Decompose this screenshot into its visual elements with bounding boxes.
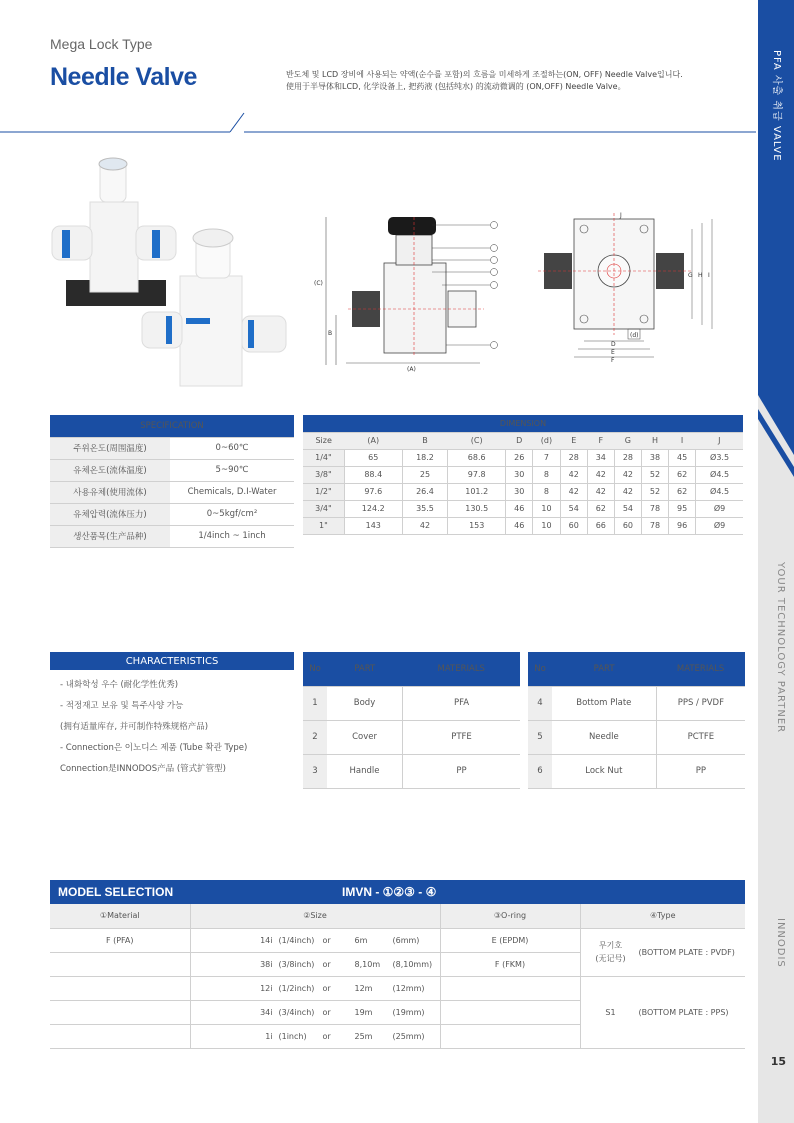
top-view-drawing xyxy=(538,212,712,364)
dimension-col-header: Size xyxy=(303,432,344,449)
dimension-col-header: H xyxy=(641,432,668,449)
type-code-cn: (无记号) xyxy=(595,954,626,963)
table-row xyxy=(528,754,745,788)
dimension-table xyxy=(303,415,743,535)
svg-text:H: H xyxy=(698,272,703,279)
col-header-oring: ③O-ring xyxy=(440,904,580,928)
spec-key: 유체온도(流体温度) xyxy=(50,459,170,481)
dimension-cell: 42 xyxy=(587,483,614,500)
dimension-cell: 153 xyxy=(448,517,506,534)
model-code: IMVN - ①②③ - ④ xyxy=(342,885,437,899)
size-code: 38i xyxy=(260,959,273,969)
parts-header-materials: MATERIALS xyxy=(403,652,520,686)
dimension-header-row xyxy=(303,432,743,449)
size-or: or xyxy=(322,983,331,993)
part-material: PP xyxy=(656,754,745,788)
svg-text:B: B xyxy=(328,330,333,337)
size-inch: (1/2inch) xyxy=(278,983,315,993)
size-inch: (1/4inch) xyxy=(278,935,315,945)
dimension-cell: Ø9 xyxy=(696,500,743,517)
dimension-cell: 60 xyxy=(614,517,641,534)
table-row xyxy=(528,720,745,754)
material-cell xyxy=(50,976,190,1000)
spec-value: 1/4inch ~ 1inch xyxy=(170,525,294,547)
dimension-cell: 1" xyxy=(303,517,344,534)
dimension-cell: 97.8 xyxy=(448,466,506,483)
size-mm2: (25mm) xyxy=(392,1031,425,1041)
dimension-cell: Ø4.5 xyxy=(696,483,743,500)
dimension-cell: 1/2" xyxy=(303,483,344,500)
spec-key: 유체압력(流体压力) xyxy=(50,503,170,525)
characteristic-line: Connection是INNODOS产品 (管式扩管型) xyxy=(60,764,226,774)
dimension-cell: 3/4" xyxy=(303,500,344,517)
spec-key: 사용유체(使用流体) xyxy=(50,481,170,503)
type-cell xyxy=(580,928,745,976)
dimension-cell: 30 xyxy=(506,466,533,483)
dimension-col-header: I xyxy=(669,432,696,449)
characteristic-line: - 내화학성 우수 (耐化学性优秀) xyxy=(60,680,179,690)
part-name: Body xyxy=(327,686,403,720)
dimension-col-header: (d) xyxy=(533,432,560,449)
part-name: Cover xyxy=(327,720,403,754)
size-or: or xyxy=(322,1031,331,1041)
oring-cell: F (FKM) xyxy=(440,952,580,976)
svg-text:D: D xyxy=(611,341,616,348)
characteristics-list xyxy=(60,680,247,785)
dimension-cell: 52 xyxy=(641,483,668,500)
dimension-cell: 96 xyxy=(669,517,696,534)
svg-text:G: G xyxy=(688,272,693,279)
dimension-cell: 35.5 xyxy=(402,500,448,517)
dimension-cell: 46 xyxy=(506,517,533,534)
table-row xyxy=(303,500,743,517)
page-number: 15 xyxy=(770,1055,786,1068)
dimension-cell: 8 xyxy=(533,466,560,483)
dimension-cell: 95 xyxy=(669,500,696,517)
part-no: 6 xyxy=(528,754,552,788)
svg-text:F: F xyxy=(611,357,615,364)
table-row xyxy=(303,483,743,500)
size-or: or xyxy=(322,935,331,945)
dimension-cell: Ø9 xyxy=(696,517,743,534)
product-description xyxy=(286,69,683,93)
part-name: Needle xyxy=(552,720,656,754)
table-row xyxy=(50,976,745,1000)
spec-value: 0~5kgf/cm² xyxy=(170,503,294,525)
spec-value: 0~60℃ xyxy=(170,437,294,459)
part-material: PTFE xyxy=(403,720,520,754)
dimension-cell: 46 xyxy=(506,500,533,517)
svg-text:(C): (C) xyxy=(314,280,323,287)
table-row xyxy=(50,437,294,459)
parts-header-no: No xyxy=(303,652,327,686)
dimension-cell: 38 xyxy=(641,449,668,466)
part-no: 5 xyxy=(528,720,552,754)
parts-header-materials: MATERIALS xyxy=(656,652,745,686)
dimension-cell: 88.4 xyxy=(344,466,402,483)
svg-text:(A): (A) xyxy=(407,366,416,373)
dimension-cell: 78 xyxy=(641,517,668,534)
material-cell xyxy=(50,1024,190,1048)
dimension-cell: 42 xyxy=(614,483,641,500)
size-code: 34i xyxy=(260,1007,273,1017)
size-cell xyxy=(190,952,440,976)
col-header-size: ②Size xyxy=(190,904,440,928)
page-title: Needle Valve xyxy=(50,63,197,91)
description-chinese: 使用于半导体和LCD, 化学设备上, 把药液 (包括纯水) 的流动微调的 (ON,OFF) Needle Valve。 xyxy=(286,82,626,91)
type-cell xyxy=(580,976,745,1048)
model-body xyxy=(50,928,745,1048)
material-cell xyxy=(50,1000,190,1024)
dimension-cell: 10 xyxy=(533,500,560,517)
part-no: 4 xyxy=(528,686,552,720)
size-or: or xyxy=(322,959,331,969)
dimension-col-header: (A) xyxy=(344,432,402,449)
list-item xyxy=(60,701,247,733)
size-inch: (3/8inch) xyxy=(278,959,315,969)
size-cell xyxy=(190,976,440,1000)
model-selection-heading: MODEL SELECTION xyxy=(58,885,174,899)
dimension-cell: Ø4.5 xyxy=(696,466,743,483)
list-item xyxy=(60,680,247,691)
size-code: 12i xyxy=(260,983,273,993)
dimension-cell: 28 xyxy=(560,449,587,466)
dimension-col-header: G xyxy=(614,432,641,449)
size-or: or xyxy=(322,1007,331,1017)
dimension-cell: 143 xyxy=(344,517,402,534)
dimension-cell: 101.2 xyxy=(448,483,506,500)
size-code: 1i xyxy=(265,1031,273,1041)
spec-key: 주위온도(周围温度) xyxy=(50,437,170,459)
table-row xyxy=(50,459,294,481)
oring-cell xyxy=(440,1024,580,1048)
svg-text:I: I xyxy=(708,272,710,279)
sidebar-diagonal xyxy=(758,395,794,495)
characteristic-line: - Connection은 이노디스 제품 (Tube 확관 Type) xyxy=(60,743,248,753)
model-selection-header xyxy=(50,880,745,904)
dimension-cell: 45 xyxy=(669,449,696,466)
product-photo xyxy=(48,150,298,400)
material-cell xyxy=(50,952,190,976)
parts-table-left xyxy=(303,652,520,789)
oring-cell xyxy=(440,976,580,1000)
size-mm2: (6mm) xyxy=(392,935,420,945)
part-material: PCTFE xyxy=(656,720,745,754)
table-row xyxy=(50,503,294,525)
dimension-cell: 66 xyxy=(587,517,614,534)
dimension-cell: 65 xyxy=(344,449,402,466)
type-code: S1 xyxy=(605,1007,616,1017)
characteristic-line: (拥有适量库存, 并可制作特殊规格产品) xyxy=(60,722,209,732)
spec-value: Chemicals, D.I-Water xyxy=(170,481,294,503)
size-cell xyxy=(190,1024,440,1048)
dimension-cell: 25 xyxy=(402,466,448,483)
size-mm: 8,10m xyxy=(354,959,381,969)
svg-text:J: J xyxy=(620,212,622,219)
dimension-col-header: J xyxy=(696,432,743,449)
table-row xyxy=(303,720,520,754)
dimension-cell: 1/4" xyxy=(303,449,344,466)
part-no: 3 xyxy=(303,754,327,788)
dimension-cell: 26 xyxy=(506,449,533,466)
dimension-heading: DIMENSION xyxy=(303,415,743,432)
part-material: PFA xyxy=(403,686,520,720)
dimension-cell: 54 xyxy=(560,500,587,517)
dimension-cell: 62 xyxy=(587,500,614,517)
size-mm2: (8,10mm) xyxy=(392,959,433,969)
specification-heading: SPECIFICATION xyxy=(50,415,294,437)
technical-drawing xyxy=(312,205,742,380)
svg-text:E: E xyxy=(611,349,615,356)
part-no: 2 xyxy=(303,720,327,754)
size-cell xyxy=(190,1000,440,1024)
dimension-cell: 3/8" xyxy=(303,466,344,483)
dimension-body xyxy=(303,449,743,534)
dimension-cell: 62 xyxy=(669,483,696,500)
dimension-cell: 52 xyxy=(641,466,668,483)
specification-table xyxy=(50,415,294,548)
model-selection-table xyxy=(50,904,745,1049)
type-code: 무기호 xyxy=(598,941,623,950)
dimension-col-header: D xyxy=(506,432,533,449)
col-header-material: ①Material xyxy=(50,904,190,928)
table-row xyxy=(303,754,520,788)
dimension-col-header: F xyxy=(587,432,614,449)
part-no: 1 xyxy=(303,686,327,720)
type-description: (BOTTOM PLATE : PPS) xyxy=(638,1007,729,1017)
parts-header-part: PART xyxy=(327,652,403,686)
table-row xyxy=(50,481,294,503)
dimension-cell: 34 xyxy=(587,449,614,466)
dimension-cell: 78 xyxy=(641,500,668,517)
dimension-cell: 42 xyxy=(587,466,614,483)
dimension-cell: 60 xyxy=(560,517,587,534)
dimension-cell: 7 xyxy=(533,449,560,466)
material-cell: F (PFA) xyxy=(50,928,190,952)
dimension-cell: 10 xyxy=(533,517,560,534)
sidebar-category-label: PFA 사출 취급 VALVE xyxy=(771,50,782,162)
oring-cell: E (EPDM) xyxy=(440,928,580,952)
size-mm: 6m xyxy=(354,935,368,945)
parts-header-part: PART xyxy=(552,652,656,686)
size-mm: 19m xyxy=(354,1007,373,1017)
dimension-cell: 124.2 xyxy=(344,500,402,517)
size-mm2: (12mm) xyxy=(392,983,425,993)
sidebar-tagline: YOUR TECHNOLOGY PARTNER xyxy=(775,562,786,734)
sidebar-brand: INNODIS xyxy=(775,918,786,968)
dimension-cell: 68.6 xyxy=(448,449,506,466)
dimension-cell: 28 xyxy=(614,449,641,466)
dimension-cell: 130.5 xyxy=(448,500,506,517)
parts-header-no: No xyxy=(528,652,552,686)
part-name: Bottom Plate xyxy=(552,686,656,720)
dimension-cell: 18.2 xyxy=(402,449,448,466)
dimension-cell: 42 xyxy=(402,517,448,534)
svg-text:(d): (d) xyxy=(630,332,639,339)
size-inch: (1inch) xyxy=(278,1031,307,1041)
dimension-cell: 62 xyxy=(669,466,696,483)
table-row xyxy=(303,466,743,483)
table-row xyxy=(528,686,745,720)
col-header-type: ④Type xyxy=(580,904,745,928)
table-row xyxy=(303,449,743,466)
list-item xyxy=(60,743,247,775)
characteristic-line: - 적정재고 보유 및 특주사양 가능 xyxy=(60,701,184,711)
type-description: (BOTTOM PLATE : PVDF) xyxy=(638,947,735,957)
dimension-cell: 42 xyxy=(560,466,587,483)
size-mm: 12m xyxy=(354,983,373,993)
description-korean: 반도체 및 LCD 장비에 사용되는 약액(순수를 포함)의 흐름을 미세하게 조절하는(ON, OFF) Needle Valve입니다. xyxy=(286,70,683,79)
size-mm: 25m xyxy=(354,1031,373,1041)
part-name: Lock Nut xyxy=(552,754,656,788)
oring-cell xyxy=(440,1000,580,1024)
size-code: 14i xyxy=(260,935,273,945)
dimension-cell: 97.6 xyxy=(344,483,402,500)
part-material: PPS / PVDF xyxy=(656,686,745,720)
dimension-col-header: E xyxy=(560,432,587,449)
table-row xyxy=(50,928,745,952)
size-mm2: (19mm) xyxy=(392,1007,425,1017)
characteristics-heading: CHARACTERISTICS xyxy=(50,652,294,670)
side-view-drawing xyxy=(314,217,498,373)
dimension-cell: 42 xyxy=(614,466,641,483)
dimension-cell: 26.4 xyxy=(402,483,448,500)
table-row xyxy=(50,525,294,547)
dimension-cell: 8 xyxy=(533,483,560,500)
part-name: Handle xyxy=(327,754,403,788)
table-row xyxy=(303,517,743,534)
dimension-cell: 54 xyxy=(614,500,641,517)
dimension-cell: 30 xyxy=(506,483,533,500)
spec-key: 생산품목(生产品种) xyxy=(50,525,170,547)
spec-value: 5~90℃ xyxy=(170,459,294,481)
page-subtitle: Mega Lock Type xyxy=(50,36,153,52)
characteristics-header xyxy=(50,652,294,670)
table-row xyxy=(303,686,520,720)
part-material: PP xyxy=(403,754,520,788)
dimension-col-header: B xyxy=(402,432,448,449)
size-inch: (3/4inch) xyxy=(278,1007,315,1017)
dimension-col-header: (C) xyxy=(448,432,506,449)
dimension-cell: Ø3.5 xyxy=(696,449,743,466)
size-cell xyxy=(190,928,440,952)
dimension-cell: 42 xyxy=(560,483,587,500)
parts-table-right xyxy=(528,652,745,789)
